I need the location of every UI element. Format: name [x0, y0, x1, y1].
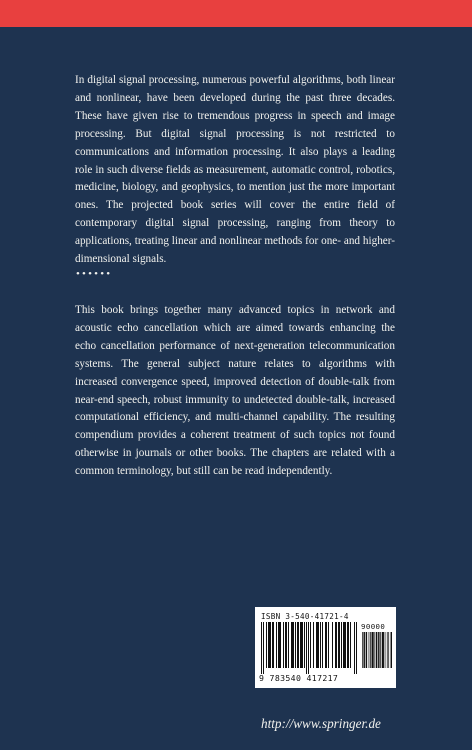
barcode-bar — [297, 622, 299, 668]
barcode-bar — [313, 622, 314, 668]
top-color-band — [0, 0, 472, 27]
barcode-icon — [261, 622, 357, 674]
barcode-bar — [304, 622, 305, 668]
barcode-bar — [322, 622, 323, 668]
barcode-bar — [372, 632, 374, 668]
barcode-bar — [325, 622, 327, 668]
barcode-bar — [369, 632, 370, 668]
barcode-bar — [350, 622, 351, 668]
barcode-bar — [354, 622, 355, 674]
barcode-bar — [356, 622, 357, 674]
barcode-bar — [306, 622, 307, 674]
barcode-bar — [263, 622, 264, 674]
barcode-bar — [283, 622, 284, 668]
barcode-bar — [347, 622, 349, 668]
barcode-bar — [370, 632, 371, 668]
barcode-bar — [380, 632, 381, 668]
barcode-bar — [266, 622, 267, 668]
barcode-bar — [391, 632, 392, 668]
barcode-bar — [366, 632, 367, 668]
barcode-bar — [341, 622, 342, 668]
barcode-bar — [362, 632, 363, 668]
barcode-bar — [295, 622, 296, 668]
barcode-bar — [385, 632, 386, 668]
isbn-label: ISBN 3-540-41721-4 — [261, 612, 349, 621]
barcode-bar — [374, 632, 375, 668]
book-description: This book brings together many advanced topics in network and acoustic echo cancellation which are aimed towards enhancing the echo cancellation performance of next-generation telecommunication systems. The general subject nature relates to algorithms with increased convergence speed, improved detection of double-talk from near-end speech, robust immunity to undetected double-talk, increased computational efficiency, and multi-channel capability. The resulting compendium provides a coherent treatment of such topics not found otherwise in journals or other books. The chapters are related with a common terminology, but still can be read independently. — [75, 304, 395, 478]
series-description: In digital signal processing, numerous powerful algorithms, both linear and nonlinear, have been developed during the past three decades. These have given rise to tremendous progress in speech and image processing. But digital signal processing is not restricted to communications and information processing. It also plays a leading role in such diverse fields as measurement, automatic control, robotics, medicine, biology, and geophysics, to mention just the more important ones. The projected book series will cover the entire field of contemporary digital signal processing, ranging from theory to applications, treating linear and nonlinear methods for one- and higher-dimensional signals. — [75, 74, 395, 266]
barcode-bar — [316, 622, 319, 668]
barcode-bar — [335, 622, 337, 668]
barcode-bar — [308, 622, 309, 674]
barcode-bar — [276, 622, 277, 668]
barcode-bar — [300, 622, 303, 668]
barcode-bar — [272, 622, 274, 668]
barcode-bar — [376, 632, 377, 668]
barcode-bar — [261, 622, 262, 674]
barcode-bar — [278, 622, 281, 668]
separator-dots: •••••• — [76, 268, 113, 280]
barcode-bar — [387, 632, 388, 668]
barcode-bar — [291, 622, 294, 668]
barcode-bar — [363, 632, 364, 668]
ean-number: 9 783540 417217 — [259, 673, 339, 683]
publisher-url: http://www.springer.de — [261, 716, 381, 731]
barcode-bar — [268, 622, 271, 668]
barcode-bar — [328, 622, 329, 668]
addon-barcode-icon — [362, 632, 392, 674]
barcode-bar — [388, 632, 389, 668]
barcode-bar — [285, 622, 287, 668]
barcode-bar — [378, 632, 379, 668]
barcode-bar — [310, 622, 311, 668]
barcode-bar — [320, 622, 321, 668]
barcode-bar — [338, 622, 340, 668]
barcode-bar — [343, 622, 346, 668]
barcode-bar — [332, 622, 333, 668]
barcode-bar — [382, 632, 384, 668]
barcode-bar — [288, 622, 289, 668]
price-addon-code: 90000 — [361, 622, 386, 631]
